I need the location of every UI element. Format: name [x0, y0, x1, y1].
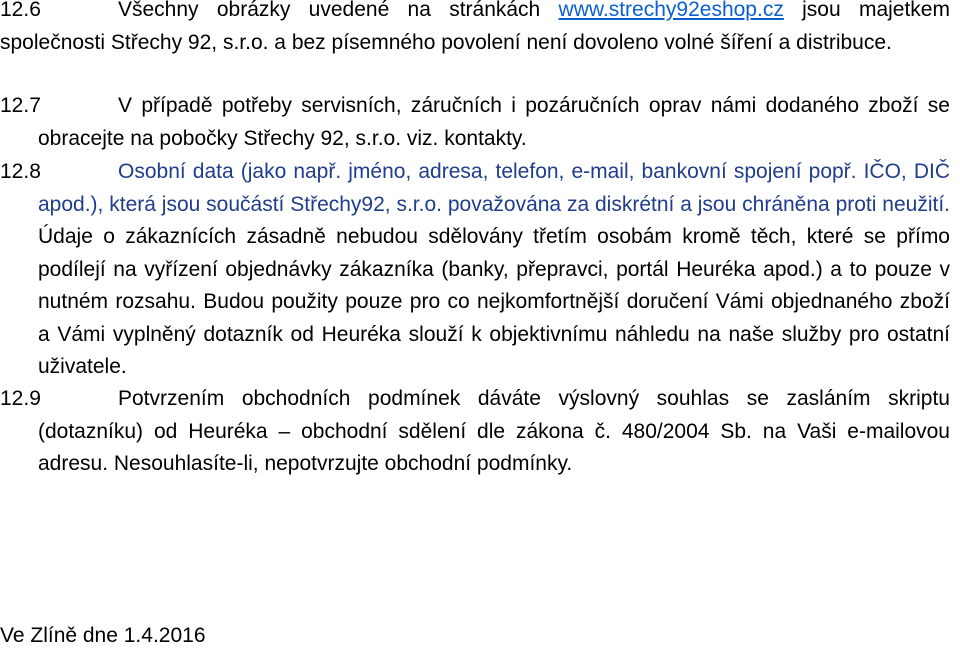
section-body [0, 383, 950, 481]
section-12-8 [0, 156, 950, 384]
section-12-9 [0, 383, 950, 481]
date-line: Ve Zlíně dne 1.4.2016 [0, 624, 206, 647]
section-number: 12.6 [0, 0, 41, 21]
eshop-link[interactable]: www.strechy92eshop.cz [558, 0, 784, 21]
customer-data-text: Údaje o zákaznících zásadně nebudou sdělovány třetím osobám kromě těch, které se přímo podílejí na vyřízení objednávky zákazníka (banky, přepravci, portál Heuréka apod.) a to pouze v nutném rozsahu. Budou použity pouze pro co nejkomfortnější doručení Vámi objednaného zboží a Vámi vyplněný dotazník od Heuréka slouží k objektivnímu náhledu na naše služby pro ostatní uživatele. [38, 225, 950, 378]
section-number: 12.7 [0, 94, 41, 117]
section-text: V případě potřeby servisních, záručních i pozáručních oprav námi dodaného zboží se obracejte na pobočky Střechy 92, s.r.o. viz. kontakty. [38, 94, 950, 150]
personal-data-text: Osobní data (jako např. jméno, adresa, telefon, e-mail, bankovní spojení popř. IČO, DIČ apod.), která jsou součástí Střechy92, s.r.o. považována za diskrétní a jsou chráněna proti neužití. [38, 160, 950, 216]
section-12-7 [0, 90, 950, 155]
section-body [0, 90, 950, 155]
section-number: 12.9 [0, 387, 41, 410]
section-text-continued: jsou majetkem společnosti Střechy 92, s.r.o. a bez písemného povolení není dovoleno volné šíření a distribuce. [0, 0, 950, 54]
section-text: Všechny obrázky uvedené na stránkách [118, 0, 541, 21]
section-number: 12.8 [0, 160, 41, 183]
section-text: Potvrzením obchodních podmínek dáváte výslovný souhlas se zasláním skriptu (dotazníku) od Heuréka – obchodní sdělení dle zákona č. 480/2004 Sb. na Vaši e-mailovou adresu. Nesouhlasíte-li, nepotvrzujte obchodní podmínky. [38, 387, 950, 475]
section-body [0, 156, 950, 384]
section-12-6 [0, 0, 950, 59]
section-body [0, 0, 950, 59]
